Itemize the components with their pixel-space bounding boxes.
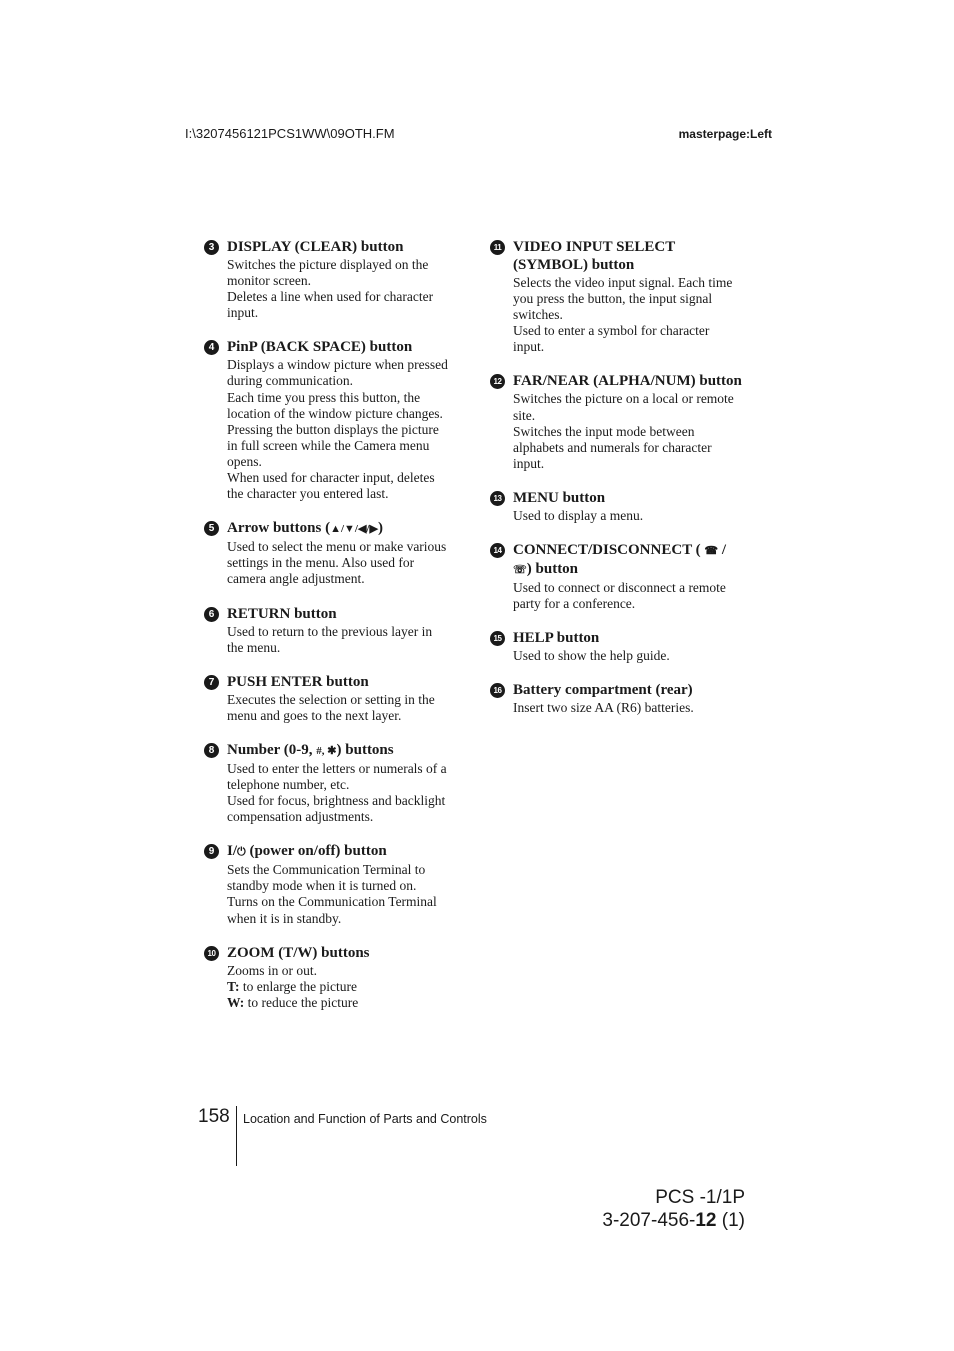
- title-text: ) buttons: [336, 741, 394, 758]
- part-code: [602, 1209, 745, 1233]
- item-text: Selects the video input signal. Each time: [513, 275, 733, 290]
- item-number: 10: [204, 946, 219, 961]
- title-text: ) button: [526, 561, 579, 578]
- item-text: Executes the selection or setting in the: [227, 691, 435, 707]
- term: W:: [227, 994, 245, 1010]
- item-title: MENU button: [513, 489, 606, 506]
- item-text: Switches the picture on a local or remote: [513, 391, 734, 407]
- item-video-input-button: [490, 238, 750, 355]
- title-text: I/: [227, 843, 238, 860]
- item-number: 14: [490, 543, 505, 558]
- item-far-near-button: [490, 372, 750, 471]
- zoom-tele-line: [227, 979, 464, 995]
- item-number: 4: [204, 340, 219, 355]
- item-text: Used to enter the letters or numerals of a: [227, 760, 447, 776]
- hash-star-icons: #, ✱: [316, 744, 337, 757]
- item-text: Insert two size AA (R6) batteries.: [513, 700, 694, 716]
- item-pinp-button: [204, 338, 464, 502]
- phone-on-hook-icon: ☏: [513, 564, 527, 577]
- term-desc: to enlarge the picture: [239, 978, 357, 994]
- item-text: party for a conference.: [513, 596, 636, 612]
- item-number: 12: [490, 374, 505, 389]
- item-text: Used to select the menu or make various: [227, 539, 447, 555]
- item-display-button: [204, 238, 464, 321]
- item-text: When used for character input, deletes: [227, 470, 435, 486]
- title-text: Arrow buttons (: [227, 520, 331, 537]
- item-title: Battery compartment (rear): [513, 682, 693, 699]
- code-bold: 12: [695, 1210, 717, 1231]
- code-text: 3-207-456-: [602, 1210, 696, 1231]
- item-number: 7: [204, 675, 219, 690]
- item-title: [513, 541, 750, 579]
- item-title: ZOOM (T/W) buttons: [227, 944, 370, 961]
- item-text: Zooms in or out.: [227, 962, 317, 978]
- footer-divider: [236, 1106, 237, 1166]
- title-text: [513, 541, 750, 560]
- left-column: [204, 238, 464, 1028]
- code-text: (1): [716, 1210, 745, 1231]
- title-text: Number (0-9,: [227, 741, 317, 758]
- item-text: compensation adjustments.: [227, 809, 374, 825]
- item-text: monitor screen.: [227, 273, 311, 289]
- item-number: 11: [490, 240, 505, 255]
- section-title: Location and Function of Parts and Controls: [243, 1112, 487, 1126]
- item-text: alphabets and numerals for character: [513, 439, 712, 455]
- item-title: [227, 842, 464, 861]
- item-title: PUSH ENTER button: [227, 673, 369, 690]
- item-text: camera angle adjustment.: [227, 571, 365, 587]
- item-text: during communication.: [227, 373, 353, 389]
- item-menu-button: [490, 489, 750, 524]
- item-text: the menu.: [227, 639, 281, 655]
- item-text: Switches the picture displayed on the: [227, 257, 429, 272]
- item-text: Used to return to the previous layer in: [227, 623, 433, 639]
- title-text: [513, 560, 750, 579]
- power-icon: ⏻: [237, 846, 246, 859]
- item-text: switches.: [513, 307, 563, 323]
- item-text: Used to show the help guide.: [513, 648, 670, 664]
- item-text: the character you entered last.: [227, 486, 389, 502]
- item-number: 5: [204, 521, 219, 536]
- item-text: you press the button, the input signal: [513, 291, 713, 307]
- item-title: PinP (BACK SPACE) button: [227, 339, 413, 356]
- item-text: Displays a window picture when pressed: [227, 357, 448, 373]
- title-text: /: [718, 542, 727, 559]
- item-text: Used to connect or disconnect a remote: [513, 580, 726, 596]
- item-number: 6: [204, 607, 219, 622]
- item-title: [227, 741, 464, 760]
- file-path: I:\3207456121PCS1WW\09OTH.FM: [185, 126, 395, 141]
- title-text: VIDEO INPUT SELECT: [513, 239, 676, 255]
- phone-off-hook-icon: ☎: [704, 545, 719, 558]
- item-text: Used to enter a symbol for character: [513, 323, 710, 339]
- item-text: site.: [513, 407, 536, 423]
- item-arrow-buttons: [204, 519, 464, 587]
- item-text: telephone number, etc.: [227, 776, 350, 792]
- masterpage-label: masterpage:Left: [678, 127, 772, 141]
- item-text: location of the window picture changes.: [227, 405, 443, 421]
- title-text: CONNECT/DISCONNECT (: [513, 542, 701, 559]
- item-text: Deletes a line when used for character: [227, 289, 434, 305]
- term: T:: [227, 978, 240, 994]
- item-text: input.: [513, 455, 545, 471]
- item-connect-button: [490, 541, 750, 612]
- item-push-enter-button: [204, 673, 464, 724]
- item-number: 8: [204, 743, 219, 758]
- item-text: settings in the menu. Also used for: [227, 555, 415, 571]
- item-text: Switches the input mode between: [513, 423, 695, 439]
- item-title: HELP button: [513, 630, 600, 647]
- model-name: PCS -1/1P: [655, 1187, 745, 1208]
- item-number: 3: [204, 240, 219, 255]
- item-text: in full screen while the Camera menu: [227, 437, 430, 453]
- item-title: RETURN button: [227, 605, 337, 622]
- item-battery-compartment: [490, 681, 750, 716]
- item-number: 13: [490, 491, 505, 506]
- item-text: Turns on the Communication Terminal: [227, 894, 437, 910]
- page-number: 158: [198, 1106, 230, 1127]
- item-text: Sets the Communication Terminal to: [227, 862, 426, 878]
- title-text: (SYMBOL) button: [513, 257, 635, 273]
- item-title: FAR/NEAR (ALPHA/NUM) button: [513, 373, 742, 390]
- item-power-button: [204, 842, 464, 926]
- item-number: 9: [204, 844, 219, 859]
- item-text: Used to display a menu.: [513, 507, 644, 523]
- item-title: DISPLAY (CLEAR) button: [227, 239, 404, 255]
- arrow-icons: ▲/▼/◀/▶: [330, 523, 378, 536]
- item-zoom-buttons: [204, 944, 464, 1011]
- item-text: Used for focus, brightness and backlight: [227, 793, 446, 809]
- item-text: menu and goes to the next layer.: [227, 707, 402, 723]
- item-number: 16: [490, 683, 505, 698]
- item-text: when it is in standby.: [227, 910, 342, 926]
- item-title: [227, 519, 464, 538]
- item-number: 15: [490, 631, 505, 646]
- item-number-buttons: [204, 741, 464, 825]
- right-column: [490, 238, 750, 733]
- item-text: input.: [227, 305, 259, 321]
- item-text: Each time you press this button, the: [227, 389, 421, 405]
- item-title: [513, 238, 750, 274]
- term-desc: to reduce the picture: [244, 994, 359, 1010]
- item-text: input.: [513, 339, 545, 355]
- zoom-wide-line: [227, 995, 464, 1011]
- item-help-button: [490, 629, 750, 664]
- item-text: standby mode when it is turned on.: [227, 878, 417, 894]
- title-text: (power on/off) button: [245, 843, 387, 860]
- item-return-button: [204, 605, 464, 656]
- item-text: opens.: [227, 453, 262, 469]
- title-text: ): [377, 520, 383, 537]
- item-text: Pressing the button displays the picture: [227, 421, 439, 437]
